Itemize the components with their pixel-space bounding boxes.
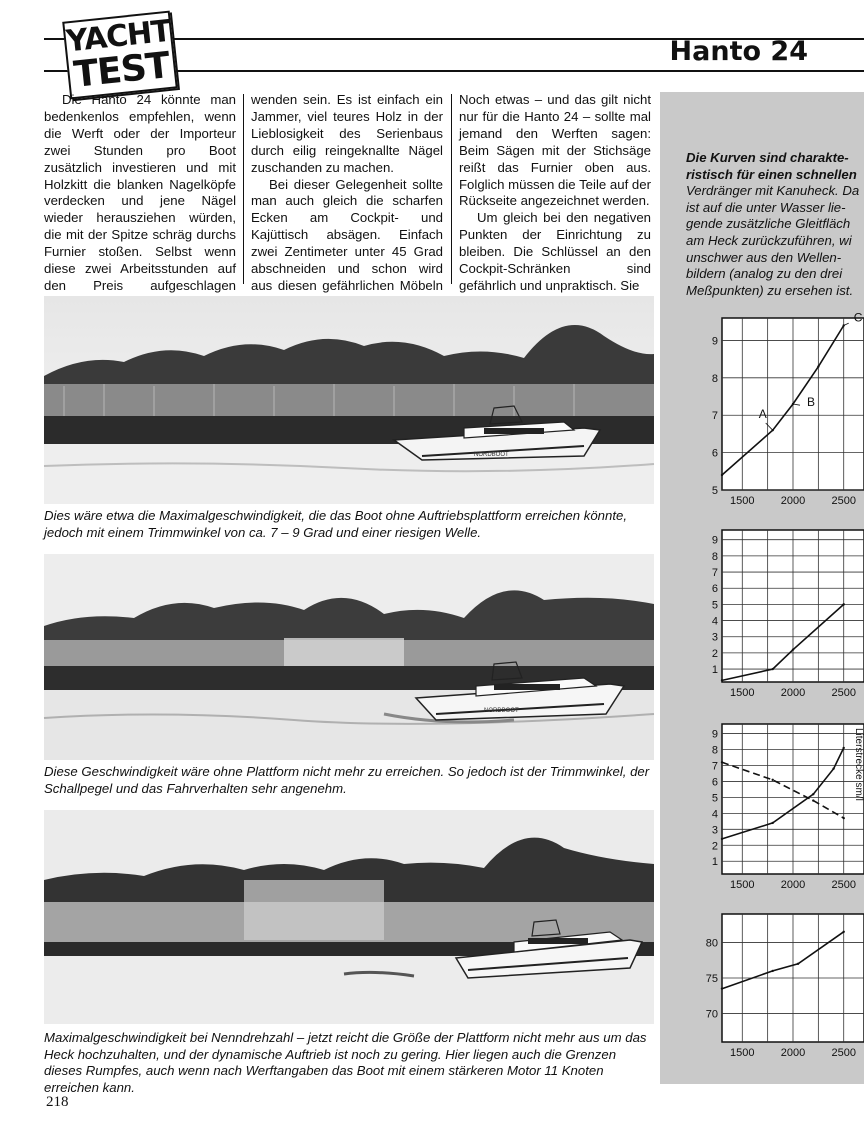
yacht-test-badge [62,11,178,100]
sidebar-line: ristisch für einen schnellen [686,166,857,182]
article-column-3 [459,92,651,293]
x-tick-label: 2500 [831,879,856,891]
badge-line-1: YACHT [64,13,173,60]
data-point [832,767,834,769]
y-tick-label: 9 [711,534,718,547]
sidebar-line: Meßpunkten) zu ersehen ist. [686,282,854,298]
article-paragraph: Die Hanto 24 könnte man bedenkenlos empfehlen, wenn die Werft oder der Importeur zwei Stunden pro Boot zusätzlich investieren und mit Holzkitt die blanken Nagelköpfe verdecken und jene Nägel wieder herausziehen würden, die mit der Spitze schräg durchs Furnier stoßen. Selbst wenn diese zwei Arbeitsstunden auf den Preis aufgeschlagen [44,92,236,293]
boat-photo-3 [44,810,654,1024]
photo-caption-1: Dies wäre etwa die Maximalgeschwindigkeit, die das Boot ohne Auftriebsplattform erreichen könnte, jedoch mit einem Trimmwinkel von ca. 7 – 9 Grad und einer riesigen Welle. [44,508,627,540]
data-point [772,970,774,972]
data-point [772,779,774,781]
boat-photo-1 [44,296,654,504]
y-tick-label: 6 [711,583,718,596]
article-column-1 [44,92,236,293]
data-point [721,761,723,763]
data-point [843,747,845,749]
point-annotation: A [758,407,767,422]
x-tick-label: 2500 [831,495,856,507]
y-tick-label: 9 [711,728,718,741]
page-number: 218 [46,1094,69,1110]
data-point [721,987,723,989]
data-point [721,679,723,681]
y-tick-label: 3 [711,824,718,837]
x-tick-label: 2000 [780,879,806,891]
column-divider [451,94,452,284]
y-tick-label: 5 [711,485,718,497]
x-tick-label: 1500 [730,687,755,699]
data-point [772,668,774,670]
y-tick-label: 7 [711,760,718,773]
x-tick-label: 2500 [831,1047,856,1059]
hull-lettering: NORDBOOT [474,452,509,458]
y-tick-label: 6 [711,447,718,460]
speed-chart [700,310,864,506]
y-tick-label: 5 [711,599,718,612]
point-annotation: B [807,395,816,409]
consumption-chart [700,716,864,892]
x-tick-label: 2500 [831,687,856,699]
x-tick-label: 2000 [780,687,806,699]
article-paragraph: wenden sein. Es ist einfach ein Jammer, viel teures Holz in der Lieblosigkeit des Serienbaus durch eilig reingeknallte Nägel zuschanden zu machen. [251,92,443,175]
data-point [792,648,794,650]
y-tick-label: 7 [711,567,718,580]
y-tick-label: 75 [705,973,718,985]
y-tick-label: 6 [711,776,718,789]
data-point [812,793,814,795]
y-tick-label: 4 [711,615,718,628]
data-point [797,963,799,965]
y-tick-label: 4 [711,808,718,821]
sidebar-line: bildern (analog zu den drei [686,266,843,282]
right-axis-label: Literstrecke sm/l [853,728,864,801]
article-column-2 [251,92,443,293]
sidebar-intro [686,150,864,299]
boat-photo-2 [44,554,654,760]
data-point [772,822,774,824]
page-title: Hanto 24 [669,36,808,67]
y-tick-label: 3 [711,631,718,644]
column-divider [243,94,244,284]
sound-level-chart [700,906,864,1058]
hull-lettering: NORDBOOT [484,708,519,714]
y-tick-label: 8 [711,744,718,757]
data-point [843,931,845,933]
article-paragraph: Noch etwas – und das gilt nicht nur für die Hanto 24 – sollte mal jemand den Werften sagen: Beim Sägen mit der Stichsäge reißt das Furnier oben aus. Folglich müssen die Teile auf der Rückseite angezeichnet werden. [459,92,651,209]
y-tick-label: 2 [711,647,718,660]
x-tick-label: 1500 [730,1047,755,1059]
badge-line-2: TEST [71,45,172,96]
sidebar-line: am Heck zurückzuführen, wi [686,232,852,248]
sidebar-line: Die Kurven sind charakte- [686,150,849,165]
photo-caption-3: Maximalgeschwindigkeit bei Nenndrehzahl – jetzt reicht die Größe der Plattform nicht mehr aus um das Heck hochzuhalten, und der dynamische Auftrieb ist noch zu gering. Hier liegen auch die Grenzen dieses Rumpfes, auch wenn nach Werftangaben das Boot mit einem stärkeren Motor 11 Knoten erreichen kann. [44,1030,647,1095]
y-tick-label: 70 [705,1008,718,1021]
data-point [817,365,819,367]
y-tick-label: 8 [711,550,718,563]
sidebar-line: gende zusätzliche Gleitfläch [686,216,851,232]
x-tick-label: 1500 [730,879,755,891]
sidebar-line: unschwer aus den Wellen- [686,249,842,265]
data-point [721,838,723,840]
article-paragraph: Bei dieser Gelegenheit sollte man auch gleich die scharfen Ecken am Cockpit- und Kajüttisch absägen. Einfach zwei Zentimeter unter 45 Grad abschneiden und schon wird aus diesen gefährlichen Möbeln [251,176,443,293]
data-point [812,799,814,801]
y-tick-label: 2 [711,840,718,853]
point-annotation: C [853,310,863,325]
sidebar-line: ist auf die unter Wasser lie- [686,199,846,215]
y-tick-label: 9 [711,335,718,348]
x-tick-label: 2000 [780,1047,806,1059]
sidebar-line: Verdränger mit Kanuheck. Da [686,183,860,199]
article-paragraph: Um gleich bei den negativen Punkten der Einrichtung zu bleiben. Die Schlüssel an den Cockpit-Schränken sind gefährlich und unpraktisch. Sie [459,210,651,293]
photo-caption-2: Diese Geschwindigkeit wäre ohne Plattform nicht mehr zu erreichen. So jedoch ist der Trimmwinkel, der Schallpegel und das Fahrverhalten sehr angenehm. [44,764,650,796]
y-tick-label: 8 [711,372,718,385]
y-tick-label: 1 [711,664,718,677]
data-point [843,603,845,605]
y-tick-label: 7 [711,410,718,423]
y-tick-label: 5 [711,792,718,805]
trim-chart [700,522,864,700]
data-point [721,474,723,476]
data-point [843,817,845,819]
y-tick-label: 80 [705,937,718,950]
x-tick-label: 1500 [730,495,755,507]
x-tick-label: 2000 [780,495,806,507]
y-tick-label: 1 [711,856,718,869]
